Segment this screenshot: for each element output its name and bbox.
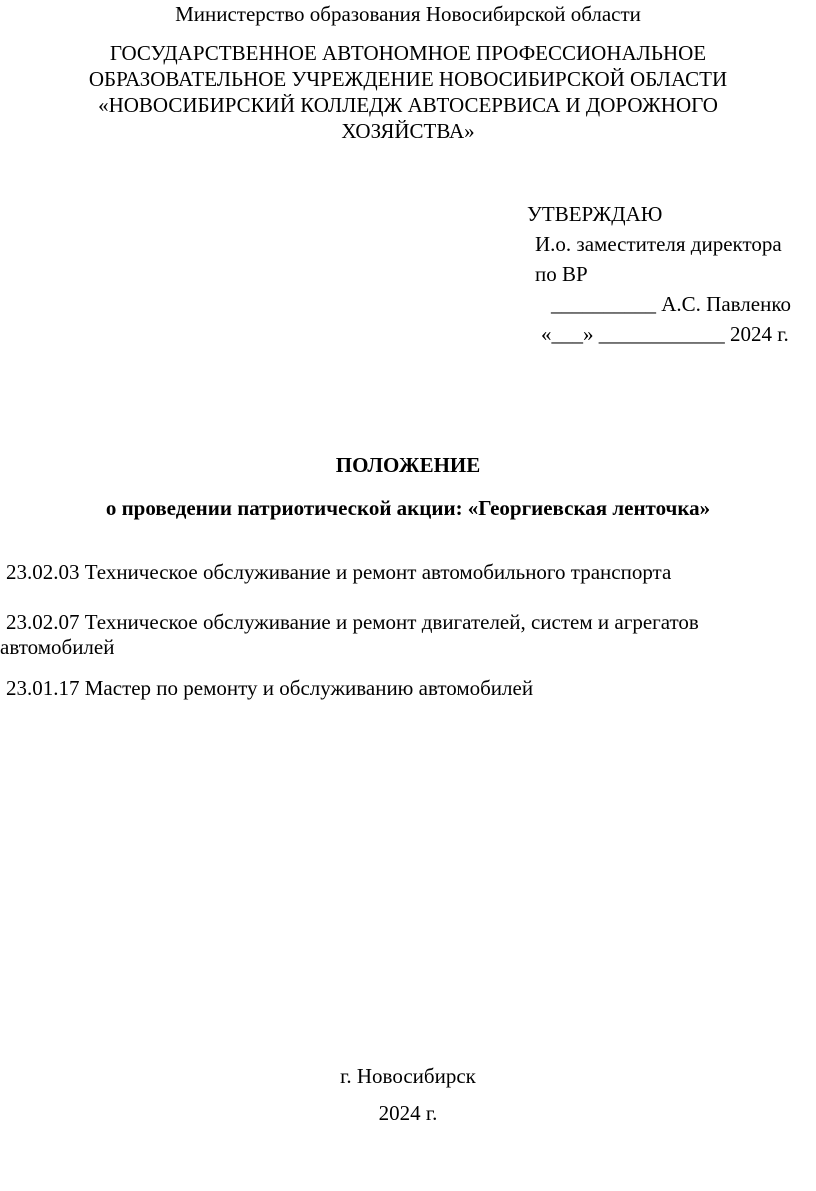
- signature-line: __________ А.С. Павленко: [551, 292, 791, 316]
- document-type: ПОЛОЖЕНИЕ: [335, 453, 481, 477]
- approver-position-continued: по ВР: [535, 262, 588, 286]
- program-text: 23.02.03 Техническое обслуживание и ремонт автомобильного транспорта: [6, 560, 672, 584]
- program-text-continued: автомобилей: [0, 635, 115, 659]
- program-item: [6, 560, 816, 585]
- institution-line: «НОВОСИБИРСКИЙ КОЛЛЕДЖ АВТОСЕРВИСА И ДОРОЖНОГО: [98, 93, 718, 117]
- institution-name: [0, 40, 816, 144]
- program-text: 23.01.17 Мастер по ремонту и обслуживанию автомобилей: [6, 676, 534, 700]
- approver-position: И.о. заместителя директора: [535, 232, 782, 256]
- city: г. Новосибирск: [340, 1064, 476, 1088]
- institution-line: ГОСУДАРСТВЕННОЕ АВТОНОМНОЕ ПРОФЕССИОНАЛЬНОЕ: [109, 41, 707, 65]
- document-subject: о проведении патриотической акции: «Георгиевская ленточка»: [105, 496, 711, 520]
- approval-block: [527, 199, 791, 349]
- institution-line: ОБРАЗОВАТЕЛЬНОЕ УЧРЕЖДЕНИЕ НОВОСИБИРСКОЙ ОБЛАСТИ: [88, 67, 728, 91]
- program-item: [0, 610, 816, 660]
- approval-title: УТВЕРЖДАЮ: [527, 202, 663, 226]
- year: 2024 г.: [378, 1101, 438, 1125]
- program-item: [6, 676, 816, 701]
- approval-date-line: «___» ____________ 2024 г.: [541, 322, 789, 346]
- ministry-name: Министерство образования Новосибирской области: [175, 2, 641, 26]
- institution-line: ХОЗЯЙСТВА»: [341, 119, 475, 143]
- program-text: 23.02.07 Техническое обслуживание и ремонт двигателей, систем и агрегатов: [6, 610, 699, 634]
